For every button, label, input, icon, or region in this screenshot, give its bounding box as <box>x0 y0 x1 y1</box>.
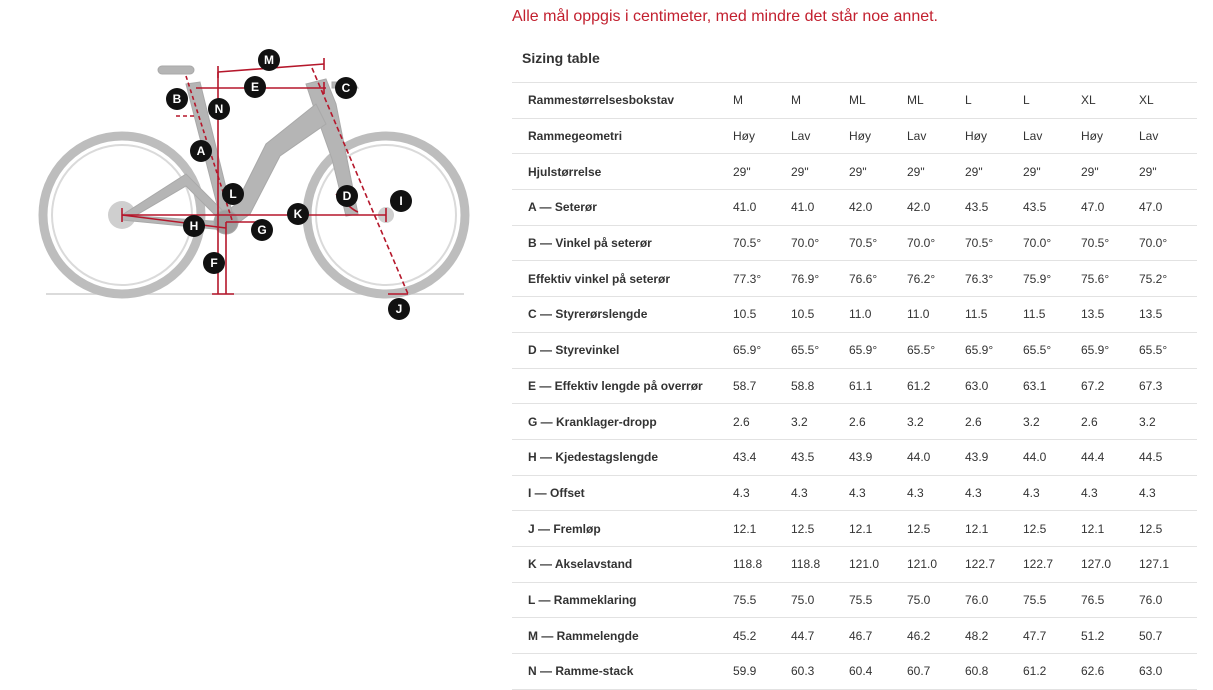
marker-m <box>258 49 280 71</box>
svg-text:D: D <box>342 189 352 203</box>
cell-value: 13.5 <box>1081 297 1139 333</box>
cell-value: XL <box>1139 83 1197 119</box>
cell-value: M <box>717 83 791 119</box>
table-row <box>512 404 1197 440</box>
cell-value: 12.5 <box>907 511 965 547</box>
row-label: H — Kjedestagslengde <box>512 439 717 475</box>
cell-value: 70.5° <box>965 225 1023 261</box>
table-row <box>512 511 1197 547</box>
cell-value: 11.0 <box>849 297 907 333</box>
marker-n <box>208 98 230 120</box>
cell-value: 12.5 <box>1139 511 1197 547</box>
cell-value: 76.5 <box>1081 582 1139 618</box>
cell-value: 65.9° <box>849 332 907 368</box>
cell-value: Høy <box>849 118 907 154</box>
cell-value: 4.3 <box>965 475 1023 511</box>
cell-value: 70.0° <box>1139 225 1197 261</box>
cell-value: 75.5 <box>1023 582 1081 618</box>
svg-text:H: H <box>189 219 199 233</box>
cell-value: 77.3° <box>717 261 791 297</box>
cell-value: 43.9 <box>849 439 907 475</box>
cell-value: 70.0° <box>1023 225 1081 261</box>
cell-value: 3.2 <box>791 404 849 440</box>
row-label: Rammegeometri <box>512 118 717 154</box>
cell-value: 12.1 <box>849 511 907 547</box>
cell-value: 43.5 <box>1023 190 1081 226</box>
cell-value: 61.1 <box>849 368 907 404</box>
cell-value: 4.3 <box>849 475 907 511</box>
cell-value: 11.5 <box>965 297 1023 333</box>
row-label: Rammestørrelsesbokstav <box>512 83 717 119</box>
cell-value: 61.2 <box>1023 654 1081 690</box>
cell-value: 41.0 <box>791 190 849 226</box>
table-row <box>512 439 1197 475</box>
row-label: M — Rammelengde <box>512 618 717 654</box>
cell-value: 60.4 <box>849 654 907 690</box>
cell-value: 46.2 <box>907 618 965 654</box>
cell-value: 47.0 <box>1081 190 1139 226</box>
cell-value: 62.6 <box>1081 654 1139 690</box>
cell-value: 3.2 <box>1023 404 1081 440</box>
marker-e <box>244 76 266 98</box>
cell-value: ML <box>849 83 907 119</box>
cell-value: 2.6 <box>849 404 907 440</box>
row-label: L — Rammeklaring <box>512 582 717 618</box>
cell-value: 122.7 <box>965 546 1023 582</box>
svg-text:F: F <box>210 256 218 270</box>
cell-value: 42.0 <box>907 190 965 226</box>
cell-value: 3.2 <box>1139 404 1197 440</box>
row-label: Effektiv vinkel på seterør <box>512 261 717 297</box>
table-row <box>512 83 1197 119</box>
svg-text:J: J <box>395 302 403 316</box>
cell-value: 118.8 <box>717 546 791 582</box>
cell-value: 11.5 <box>1023 297 1081 333</box>
bike-geometry-svg <box>36 44 476 324</box>
row-label: Hjulstørrelse <box>512 154 717 190</box>
svg-text:C: C <box>341 81 351 95</box>
cell-value: 75.0 <box>907 582 965 618</box>
cell-value: 4.3 <box>1139 475 1197 511</box>
cell-value: 29" <box>791 154 849 190</box>
cell-value: 67.3 <box>1139 368 1197 404</box>
row-label: J — Fremløp <box>512 511 717 547</box>
cell-value: 45.2 <box>717 618 791 654</box>
cell-value: 10.5 <box>717 297 791 333</box>
table-row <box>512 618 1197 654</box>
cell-value: 12.5 <box>1023 511 1081 547</box>
cell-value: 61.2 <box>907 368 965 404</box>
cell-value: 127.1 <box>1139 546 1197 582</box>
cell-value: 42.0 <box>849 190 907 226</box>
cell-value: 51.2 <box>1081 618 1139 654</box>
cell-value: 13.5 <box>1139 297 1197 333</box>
cell-value: 65.9° <box>1081 332 1139 368</box>
cell-value: 75.2° <box>1139 261 1197 297</box>
cell-value: Høy <box>1081 118 1139 154</box>
cell-value: 76.6° <box>849 261 907 297</box>
cell-value: 46.7 <box>849 618 907 654</box>
cell-value: 65.5° <box>907 332 965 368</box>
marker-c <box>335 77 357 99</box>
cell-value: 4.3 <box>791 475 849 511</box>
marker-j <box>388 298 410 320</box>
marker-a <box>190 140 212 162</box>
cell-value: 29" <box>1023 154 1081 190</box>
row-label: E — Effektiv lengde på overrør <box>512 368 717 404</box>
cell-value: 70.0° <box>907 225 965 261</box>
marker-l <box>222 183 244 205</box>
cell-value: 60.3 <box>791 654 849 690</box>
cell-value: 43.5 <box>965 190 1023 226</box>
cell-value: 29" <box>717 154 791 190</box>
svg-text:L: L <box>229 187 237 201</box>
marker-d <box>336 185 358 207</box>
svg-text:M: M <box>264 53 274 67</box>
cell-value: 59.9 <box>717 654 791 690</box>
row-label: K — Akselavstand <box>512 546 717 582</box>
cell-value: 12.5 <box>791 511 849 547</box>
table-row <box>512 654 1197 690</box>
cell-value: 121.0 <box>849 546 907 582</box>
cell-value: 29" <box>907 154 965 190</box>
svg-text:G: G <box>257 223 267 237</box>
cell-value: 4.3 <box>717 475 791 511</box>
cell-value: 4.3 <box>1023 475 1081 511</box>
row-label: A — Seterør <box>512 190 717 226</box>
cell-value: 75.5 <box>849 582 907 618</box>
cell-value: 65.9° <box>717 332 791 368</box>
table-row <box>512 582 1197 618</box>
sizing-table <box>512 82 1197 690</box>
cell-value: 3.2 <box>907 404 965 440</box>
cell-value: 43.9 <box>965 439 1023 475</box>
bike-geometry-diagram <box>36 44 476 324</box>
table-row <box>512 475 1197 511</box>
cell-value: 76.0 <box>1139 582 1197 618</box>
cell-value: 67.2 <box>1081 368 1139 404</box>
table-title: Sizing table <box>522 50 600 66</box>
cell-value: 2.6 <box>717 404 791 440</box>
cell-value: 76.0 <box>965 582 1023 618</box>
cell-value: 63.0 <box>965 368 1023 404</box>
cell-value: 47.0 <box>1139 190 1197 226</box>
cell-value: 127.0 <box>1081 546 1139 582</box>
cell-value: 12.1 <box>717 511 791 547</box>
cell-value: 65.5° <box>1023 332 1081 368</box>
marker-k <box>287 203 309 225</box>
cell-value: 12.1 <box>965 511 1023 547</box>
svg-text:K: K <box>293 207 303 221</box>
cell-value: 11.0 <box>907 297 965 333</box>
table-row <box>512 261 1197 297</box>
cell-value: 58.7 <box>717 368 791 404</box>
cell-value: 60.7 <box>907 654 965 690</box>
cell-value: Høy <box>965 118 1023 154</box>
cell-value: Lav <box>791 118 849 154</box>
cell-value: 65.5° <box>1139 332 1197 368</box>
cell-value: 4.3 <box>1081 475 1139 511</box>
svg-text:N: N <box>214 102 224 116</box>
cell-value: 75.9° <box>1023 261 1081 297</box>
row-label: I — Offset <box>512 475 717 511</box>
cell-value: Høy <box>717 118 791 154</box>
cell-value: 48.2 <box>965 618 1023 654</box>
svg-text:B: B <box>172 92 182 106</box>
cell-value: 122.7 <box>1023 546 1081 582</box>
cell-value: 63.0 <box>1139 654 1197 690</box>
cell-value: 60.8 <box>965 654 1023 690</box>
table-row <box>512 225 1197 261</box>
table-row <box>512 332 1197 368</box>
table-row <box>512 154 1197 190</box>
marker-i <box>390 190 412 212</box>
cell-value: 121.0 <box>907 546 965 582</box>
cell-value: 29" <box>1081 154 1139 190</box>
cell-value: L <box>1023 83 1081 119</box>
cell-value: M <box>791 83 849 119</box>
cell-value: Lav <box>1139 118 1197 154</box>
cell-value: 65.5° <box>791 332 849 368</box>
cell-value: 44.0 <box>907 439 965 475</box>
table-row <box>512 546 1197 582</box>
cell-value: 75.0 <box>791 582 849 618</box>
cell-value: 29" <box>965 154 1023 190</box>
cell-value: Lav <box>1023 118 1081 154</box>
cell-value: 2.6 <box>965 404 1023 440</box>
cell-value: 75.6° <box>1081 261 1139 297</box>
row-label: C — Styrerørslengde <box>512 297 717 333</box>
cell-value: 118.8 <box>791 546 849 582</box>
cell-value: 70.5° <box>849 225 907 261</box>
cell-value: 70.5° <box>1081 225 1139 261</box>
cell-value: 10.5 <box>791 297 849 333</box>
marker-h <box>183 215 205 237</box>
svg-text:E: E <box>250 80 260 94</box>
cell-value: 76.9° <box>791 261 849 297</box>
cell-value: 75.5 <box>717 582 791 618</box>
sizing-table-body <box>512 83 1197 690</box>
units-notice: Alle mål oppgis i centimeter, med mindre det står noe annet. <box>512 8 938 25</box>
cell-value: 70.5° <box>717 225 791 261</box>
cell-value: 44.7 <box>791 618 849 654</box>
cell-value: ML <box>907 83 965 119</box>
table-row <box>512 368 1197 404</box>
cell-value: 47.7 <box>1023 618 1081 654</box>
cell-value: 50.7 <box>1139 618 1197 654</box>
table-row <box>512 118 1197 154</box>
cell-value: 29" <box>1139 154 1197 190</box>
cell-value: L <box>965 83 1023 119</box>
marker-f <box>203 252 225 274</box>
table-row <box>512 297 1197 333</box>
cell-value: 58.8 <box>791 368 849 404</box>
cell-value: 63.1 <box>1023 368 1081 404</box>
row-label: G — Kranklager-dropp <box>512 404 717 440</box>
row-label: B — Vinkel på seterør <box>512 225 717 261</box>
table-row <box>512 190 1197 226</box>
svg-text:A: A <box>196 144 206 158</box>
cell-value: 65.9° <box>965 332 1023 368</box>
cell-value: XL <box>1081 83 1139 119</box>
cell-value: 44.0 <box>1023 439 1081 475</box>
marker-g <box>251 219 273 241</box>
svg-text:I: I <box>399 194 403 208</box>
cell-value: 43.5 <box>791 439 849 475</box>
cell-value: 4.3 <box>907 475 965 511</box>
cell-value: 2.6 <box>1081 404 1139 440</box>
row-label: D — Styrevinkel <box>512 332 717 368</box>
cell-value: 12.1 <box>1081 511 1139 547</box>
cell-value: 41.0 <box>717 190 791 226</box>
cell-value: 43.4 <box>717 439 791 475</box>
cell-value: 44.4 <box>1081 439 1139 475</box>
cell-value: 76.3° <box>965 261 1023 297</box>
cell-value: Lav <box>907 118 965 154</box>
cell-value: 76.2° <box>907 261 965 297</box>
cell-value: 29" <box>849 154 907 190</box>
marker-b <box>166 88 188 110</box>
cell-value: 44.5 <box>1139 439 1197 475</box>
row-label: N — Ramme-stack <box>512 654 717 690</box>
cell-value: 70.0° <box>791 225 849 261</box>
